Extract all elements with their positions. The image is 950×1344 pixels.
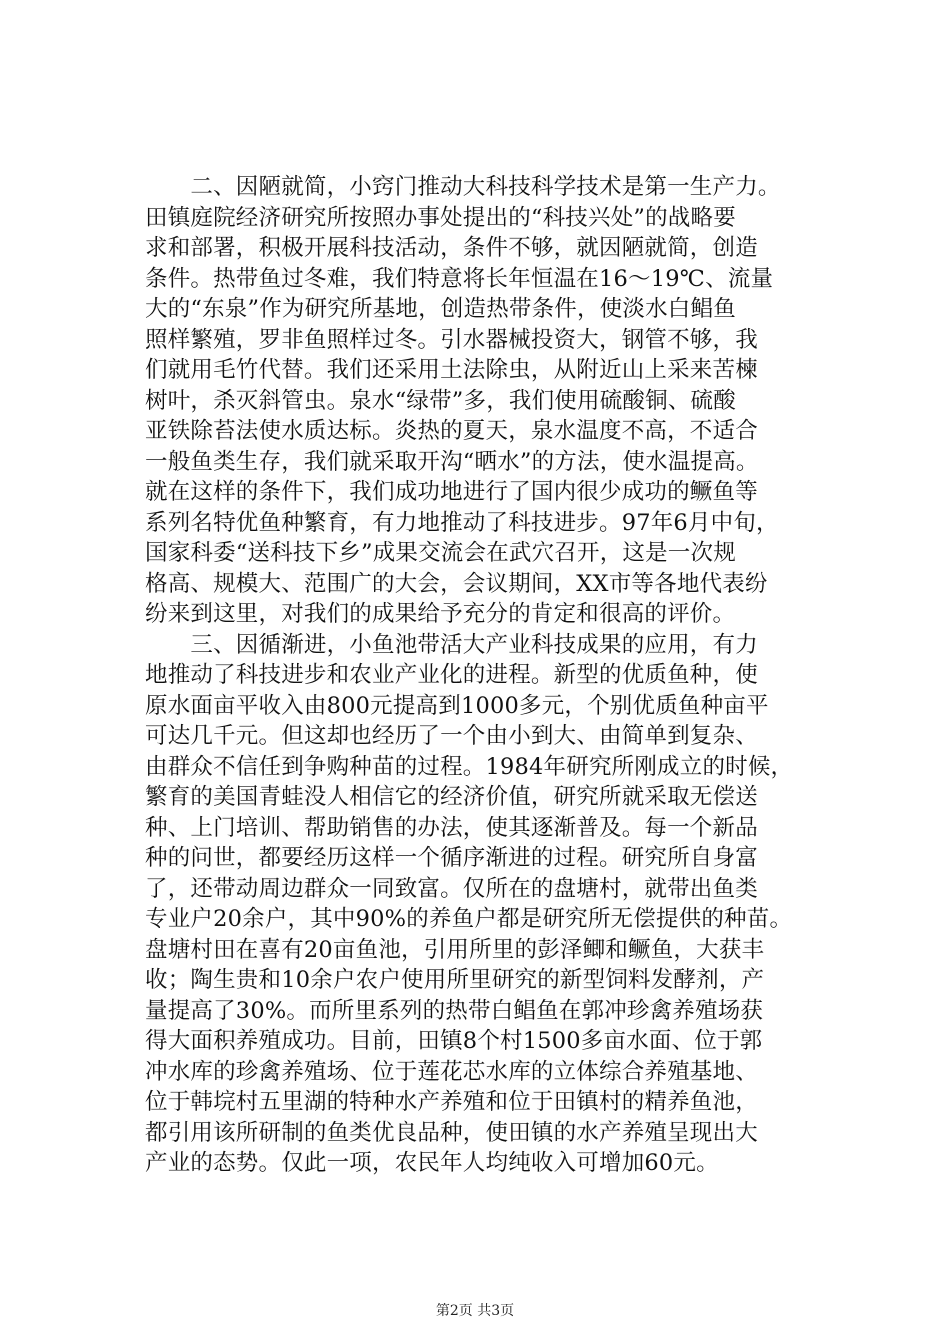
- text-line: 系列名特优鱼种繁育，有力地推动了科技进步。97年6月中旬，: [145, 509, 779, 536]
- text-line: 地推动了科技进步和农业产业化的进程。新型的优质鱼种，使: [145, 662, 758, 688]
- text-line: 们就用毛竹代替。我们还采用土法除虫，从附近山上采来苦楝: [145, 357, 758, 383]
- text-line: 收；陶生贵和10余户农户使用所里研究的新型饲料发酵剂，产: [145, 967, 765, 993]
- text-line: 二、因陋就简，小窍门推动大科技科学技术是第一生产力。: [145, 174, 781, 200]
- document-body: [145, 172, 805, 1179]
- text-line: 位于韩垸村五里湖的特种水产养殖和位于田镇村的精养鱼池，: [145, 1089, 758, 1115]
- text-line: 了，还带动周边群众一同致富。仅所在的盘塘村，就带出鱼类: [145, 875, 758, 902]
- text-line: 亚铁除苔法使水质达标。炎热的夏天，泉水温度不高，不适合: [145, 418, 758, 444]
- text-line: 大的“东泉”作为研究所基地，创造热带条件，使淡水白鲳鱼: [145, 296, 736, 322]
- text-line: 专业户20余户，其中90%的养鱼户都是研究所无偿提供的种苗。: [145, 906, 793, 932]
- text-line: 由群众不信任到争购种苗的过程。1984年研究所刚成立的时候，: [145, 753, 794, 780]
- text-line: 求和部署，积极开展科技活动，条件不够，就因陋就简，创造: [145, 235, 758, 261]
- text-line: 量提高了30%。而所里系列的热带白鲳鱼在郭冲珍禽养殖场获: [145, 997, 764, 1024]
- text-line: 种、上门培训、帮助销售的办法，使其逐渐普及。每一个新品: [145, 814, 758, 841]
- text-line: 条件。热带鱼过冬难，我们特意将长年恒温在16～19℃、流量: [145, 265, 774, 292]
- text-line: 都引用该所研制的鱼类优良品种，使田镇的水产养殖呈现出大: [145, 1119, 758, 1146]
- text-line: 格高、规模大、范围广的大会，会议期间，XX市等各地代表纷: [145, 570, 768, 597]
- text-line: 三、因循渐进，小鱼池带活大产业科技成果的应用，有力: [145, 631, 758, 658]
- page-footer: 第2页 共3页: [435, 1303, 515, 1319]
- text-line: 种的问世，都要经历这样一个循序渐进的过程。研究所自身富: [145, 845, 758, 871]
- text-line: 冲水库的珍禽养殖场、位于莲花芯水库的立体综合养殖基地、: [145, 1058, 758, 1085]
- text-line: 树叶，杀灭斜管虫。泉水“绿带”多，我们使用硫酸铜、硫酸: [145, 387, 736, 414]
- text-line: 国家科委“送科技下乡”成果交流会在武穴召开，这是一次规: [145, 540, 736, 566]
- text-line: 照样繁殖，罗非鱼照样过冬。引水器械投资大，钢管不够，我: [145, 326, 758, 353]
- text-line: 产业的态势。仅此一项，农民年人均纯收入可增加60元。: [145, 1150, 719, 1176]
- text-line: 一般鱼类生存，我们就采取开沟“晒水”的方法，使水温提高。: [145, 448, 759, 475]
- text-line: 盘塘村田在喜有20亩鱼池，引用所里的彭泽鲫和鳜鱼，大获丰: [145, 936, 765, 963]
- text-line: 繁育的美国青蛙没人相信它的经济价值，研究所就采取无偿送: [145, 784, 758, 810]
- text-line: 得大面积养殖成功。目前，田镇8个村1500多亩水面、位于郭: [145, 1028, 763, 1054]
- text-line: 可达几千元。但这却也经历了一个由小到大、由简单到复杂、: [145, 723, 758, 749]
- text-line: 纷来到这里，对我们的成果给予充分的肯定和很高的评价。: [145, 601, 736, 627]
- text-line: 田镇庭院经济研究所按照办事处提出的“科技兴处”的战略要: [145, 204, 736, 231]
- text-line: 就在这样的条件下，我们成功地进行了国内很少成功的鳜鱼等: [145, 479, 758, 505]
- text-line: 原水面亩平收入由800元提高到1000多元，个别优质鱼种亩平: [145, 692, 769, 719]
